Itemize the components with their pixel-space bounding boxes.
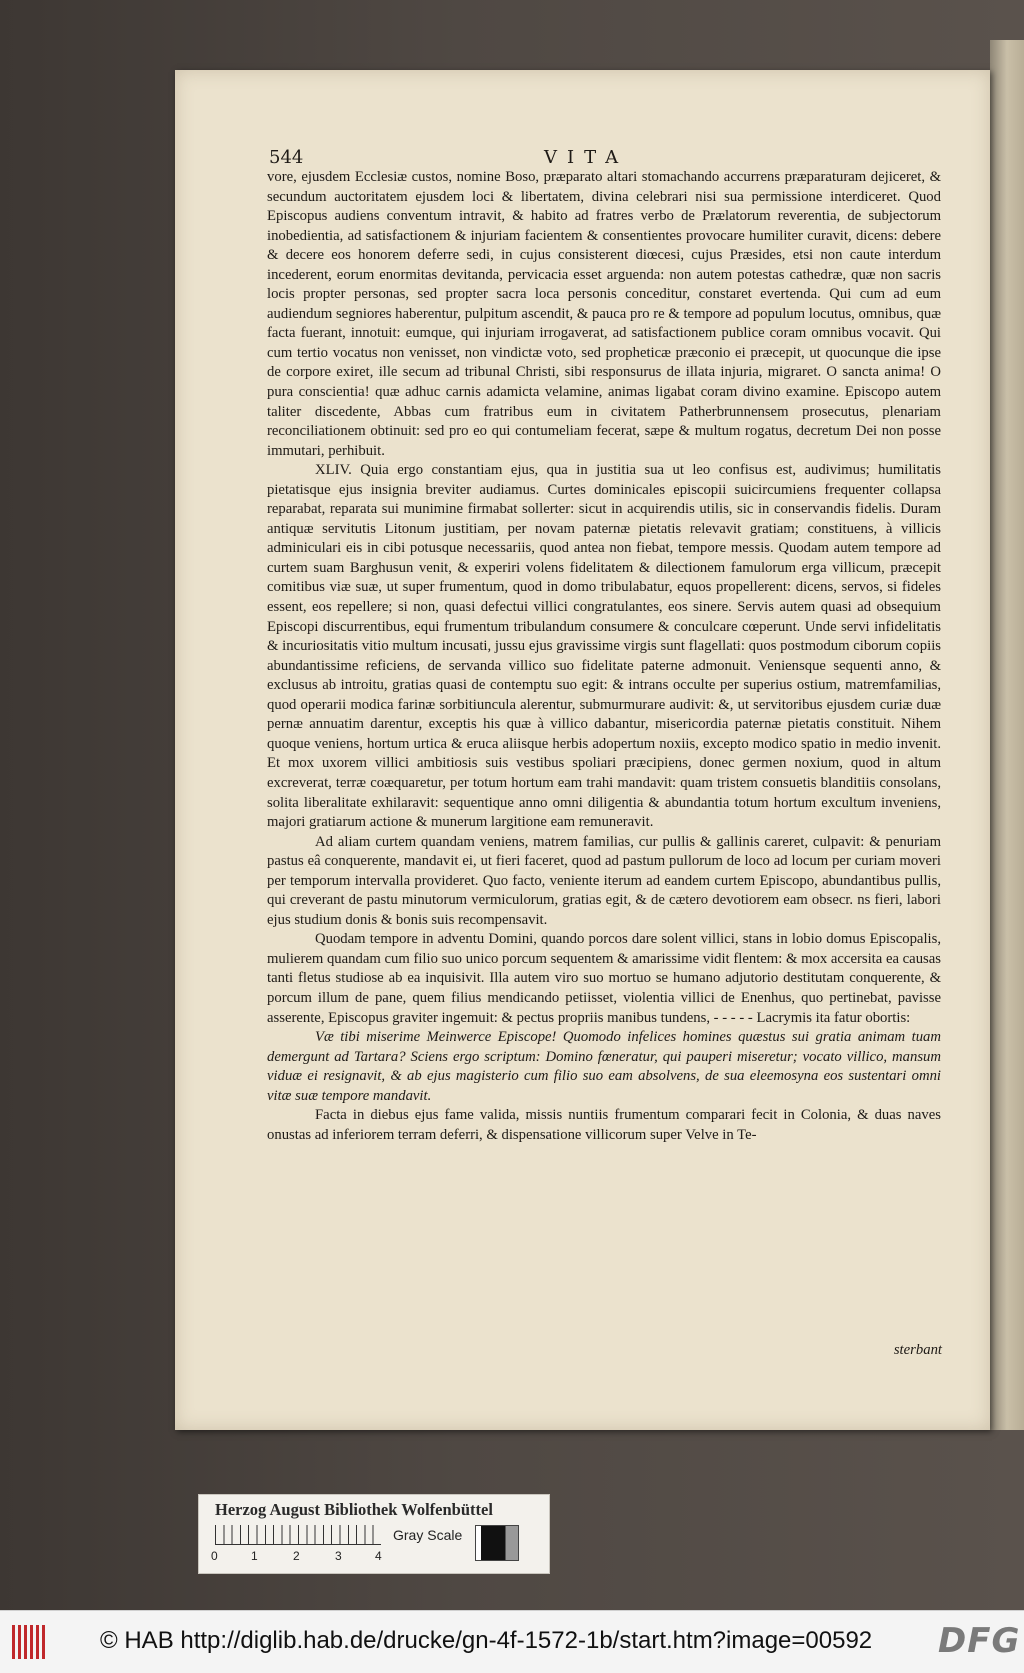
paragraph-6: Facta in diebus ejus fame valida, missis nuntiis frumentum comparari fecit in Colonia, & duas naves onustas ad inferiorem terram deferri, & dispensatione villicorum super Velve in Te-: [267, 1107, 941, 1143]
dfg-logo: DFG: [938, 1621, 1021, 1661]
facing-page-edge: [990, 40, 1024, 1430]
ruler-label: 1: [251, 1549, 258, 1563]
paragraph-2: XLIV. Quia ergo constantiam ejus, qua in justitia sua ut leo confisus est, audivimus; humilitatis pietatisque ejus insignia breviter audiamus. Curtes dominicales episcopii suicircumiens frequenter collapsa reparabat, reparata sui munimine firmabat sollerter: sicut in acquirendis utilis, sic in conservandis fidelis. Duram antiquæ servitutis Litonum justitiam, per novam paternæ pietatis relevavit gratiam; constituens, à villicis adminiculari eis in cibi potusque necessariis, quod antea non fiebat, tempore messis. Quodam autem tempore ad curtem suam Barghusun venit, & experiri volens fidelitatem & dilectionem famulorum erga villicum, præcepit comitibus viæ suæ, ut super frumentum, quod in domo tribulabatur, equos propellerent: dicens, servos, si fideles essent, eos repellere; si non, quasi defectui villici congratulantes, eos sinere. Servis autem quasi ad obsequium Episcopi discurrentibus, equi frumentum tribulandum consumere & conculcare cœperunt. Unde servi infidelitatis & incuriositatis vitio multum incusati, jussu ejus gravissime virgis sunt flagellati: quos postmodum ciborum copiis abundantissime reficiens, de servanda villico suo fidelitate paterne admonuit. Veniensque sequenti anno, & exclusus ab introitu, gratias quasi de contemptu suo egit: & intrans occulte per superius ostium, matremfamilias, quod operarii modica farinæ sorbitiuncula alerentur, submurmurare audivit: &, ut servitoribus ejusdem curiæ duæ pernæ annuatim darentur, exceptis his quæ à villico dabantur, misericordia paternæ pietatis constituit. Nihem quoque veniens, hortum urtica & eruca aliisque herbis adopertum noxiis, excepto modico spatio in medio invenit. Et mox uxorem villici ambitiosis suis vestibus spoliari præcipiens, donec germen noxium, quod in altum excreverat, terræ coæquaretur, per totum hortum eam trahi mandavit: quam tristem consuetis blanditiis consolans, solita liberalitate exhilaravit: sequentique anno omni diligentia & abundantia totum hortum excultum inveniens, majori gratiarum actione & munerum largitione eam remuneravit.: [267, 462, 941, 831]
viewer-footer: [0, 1610, 1024, 1673]
body-text: [267, 168, 941, 1145]
grayscale-label: Gray Scale: [393, 1527, 463, 1543]
catchword: sterbant: [893, 1342, 942, 1358]
page-number: 544: [269, 147, 304, 168]
ruler-label: 0: [211, 1549, 218, 1563]
ruler-labels: [211, 1549, 391, 1565]
hab-logo-icon: [12, 1625, 48, 1659]
color-scale-card: [198, 1494, 550, 1574]
ruler-label: 4: [375, 1549, 382, 1563]
running-head: VITA: [544, 147, 629, 168]
paragraph-3: Ad aliam curtem quandam veniens, matrem familias, cur pullis & gallinis careret, culpavit: & penuriam pastus eâ conquerente, mandavit ei, ut fieri faceret, quod ad pastum pullorum de loco ad locum per curiam moveri per temporum intervalla provideret. Quo facto, veniente iterum ad eandem curtem Episcopo, abundantibus pullis, qui creverant de pastu minutorum vermiculorum, gratias egit, & de cætero devotiorem eam obsecr. ns fieri, labori ejus studium donis & bonis suis recompensavit.: [267, 833, 941, 928]
paragraph-4: Quodam tempore in adventu Domini, quando porcos dare solent villici, stans in lobio domus Episcopalis, mulierem quandam cum filio suo unico porcum sequentem & amarissime vidit flentem: & mox accersita ea causas tanti fletus studiose ab ea inquisivit. Illa autem viro suo mortuo se humano adjutorio destitutam conquerente, & porcum illum de pane, quem filius mendicando petiisset, violentia villici de Enenhus, quo pertinebat, pavisse asserente, Episcopus graviter ingemuit: & pectus propriis manibus tundens, - - - - - Lacrymis ita fatur obortis:: [267, 931, 941, 1026]
ruler-label: 2: [293, 1549, 300, 1563]
ruler-label: 3: [335, 1549, 342, 1563]
library-name: Herzog August Bibliothek Wolfenbüttel: [215, 1500, 493, 1519]
gray-swatch: [475, 1525, 519, 1561]
source-url-link[interactable]: © HAB http://diglib.hab.de/drucke/gn-4f-1572-1b/start.htm?image=00592: [100, 1627, 873, 1654]
paragraph-5-quote: Væ tibi miserime Meinwerce Episcope! Quomodo infelices homines quæstus sui gratia animam tuam demergunt ad Tartara? Sciens ergo scriptum: Domino fœneratur, qui pauperi miseretur; vocato villico, mansum viduæ ei resignavit, & ab ejus magisterio cum filio suo eam absolvens, de sua eleemosyna eos sustentari omni vitæ suæ tempore mandavit.: [267, 1029, 941, 1104]
paragraph-1: vore, ejusdem Ecclesiæ custos, nomine Boso, præparato altari stomachando accurrens præparaturam dejiceret, & secundum auctoritatem ejusdem loci & libertatem, divina celebrari nisi sua permissione interdiceret. Quod Episcopus audiens conventum intravit, & habito ad fratres verbo de Prælatorum reverentia, de subjectorum inobedientia, ad satisfactionem & injuriam facientem & consentientes provocare humiliter curavit, dicens: debere & decere eos honorem deferre sedi, in cujus consisterent diœcesi, cujus Præsides, etsi non caute interdum incederent, eorum enormitas devitanda, pervicacia esset arguenda: non autem potestas cathedræ, quæ non sacris locis propter personas, sed propter sacra loca personis conceditur, constaret evertenda. Qui cum ad eum audiendum segniores haberentur, pulpitum ascendit, & pauca pro re & tempore ad populum locutus, omnibus, quæ facta fuerant, innotuit: eumque, qui injuriam irrogaverat, ad satisfactionem publice coram omnibus vocavit. Qui cum tertio vocatus non venisset, non vindictæ voto, sed propheticæ præconio ei præcepit, ut quocunque die ipse de corpore exiret, ille secum ad tribunal Christi, sibi responsurus de illata injuria, migraret. O sancta anima! O pura conscientia! quæ adhuc carnis adamicta velamine, animas ligabat coram divino examine. Episcopo autem taliter discedente, Abbas cum fratribus eum in civitatem Patherbrunnensem prosecutus, plenariam reconciliationem obtinuit: sed pro eo qui contumeliam fecerat, sæpe & multum rogatus, decretum Dei non posse immutari, perhibuit.: [267, 169, 941, 459]
ruler: [215, 1525, 381, 1545]
